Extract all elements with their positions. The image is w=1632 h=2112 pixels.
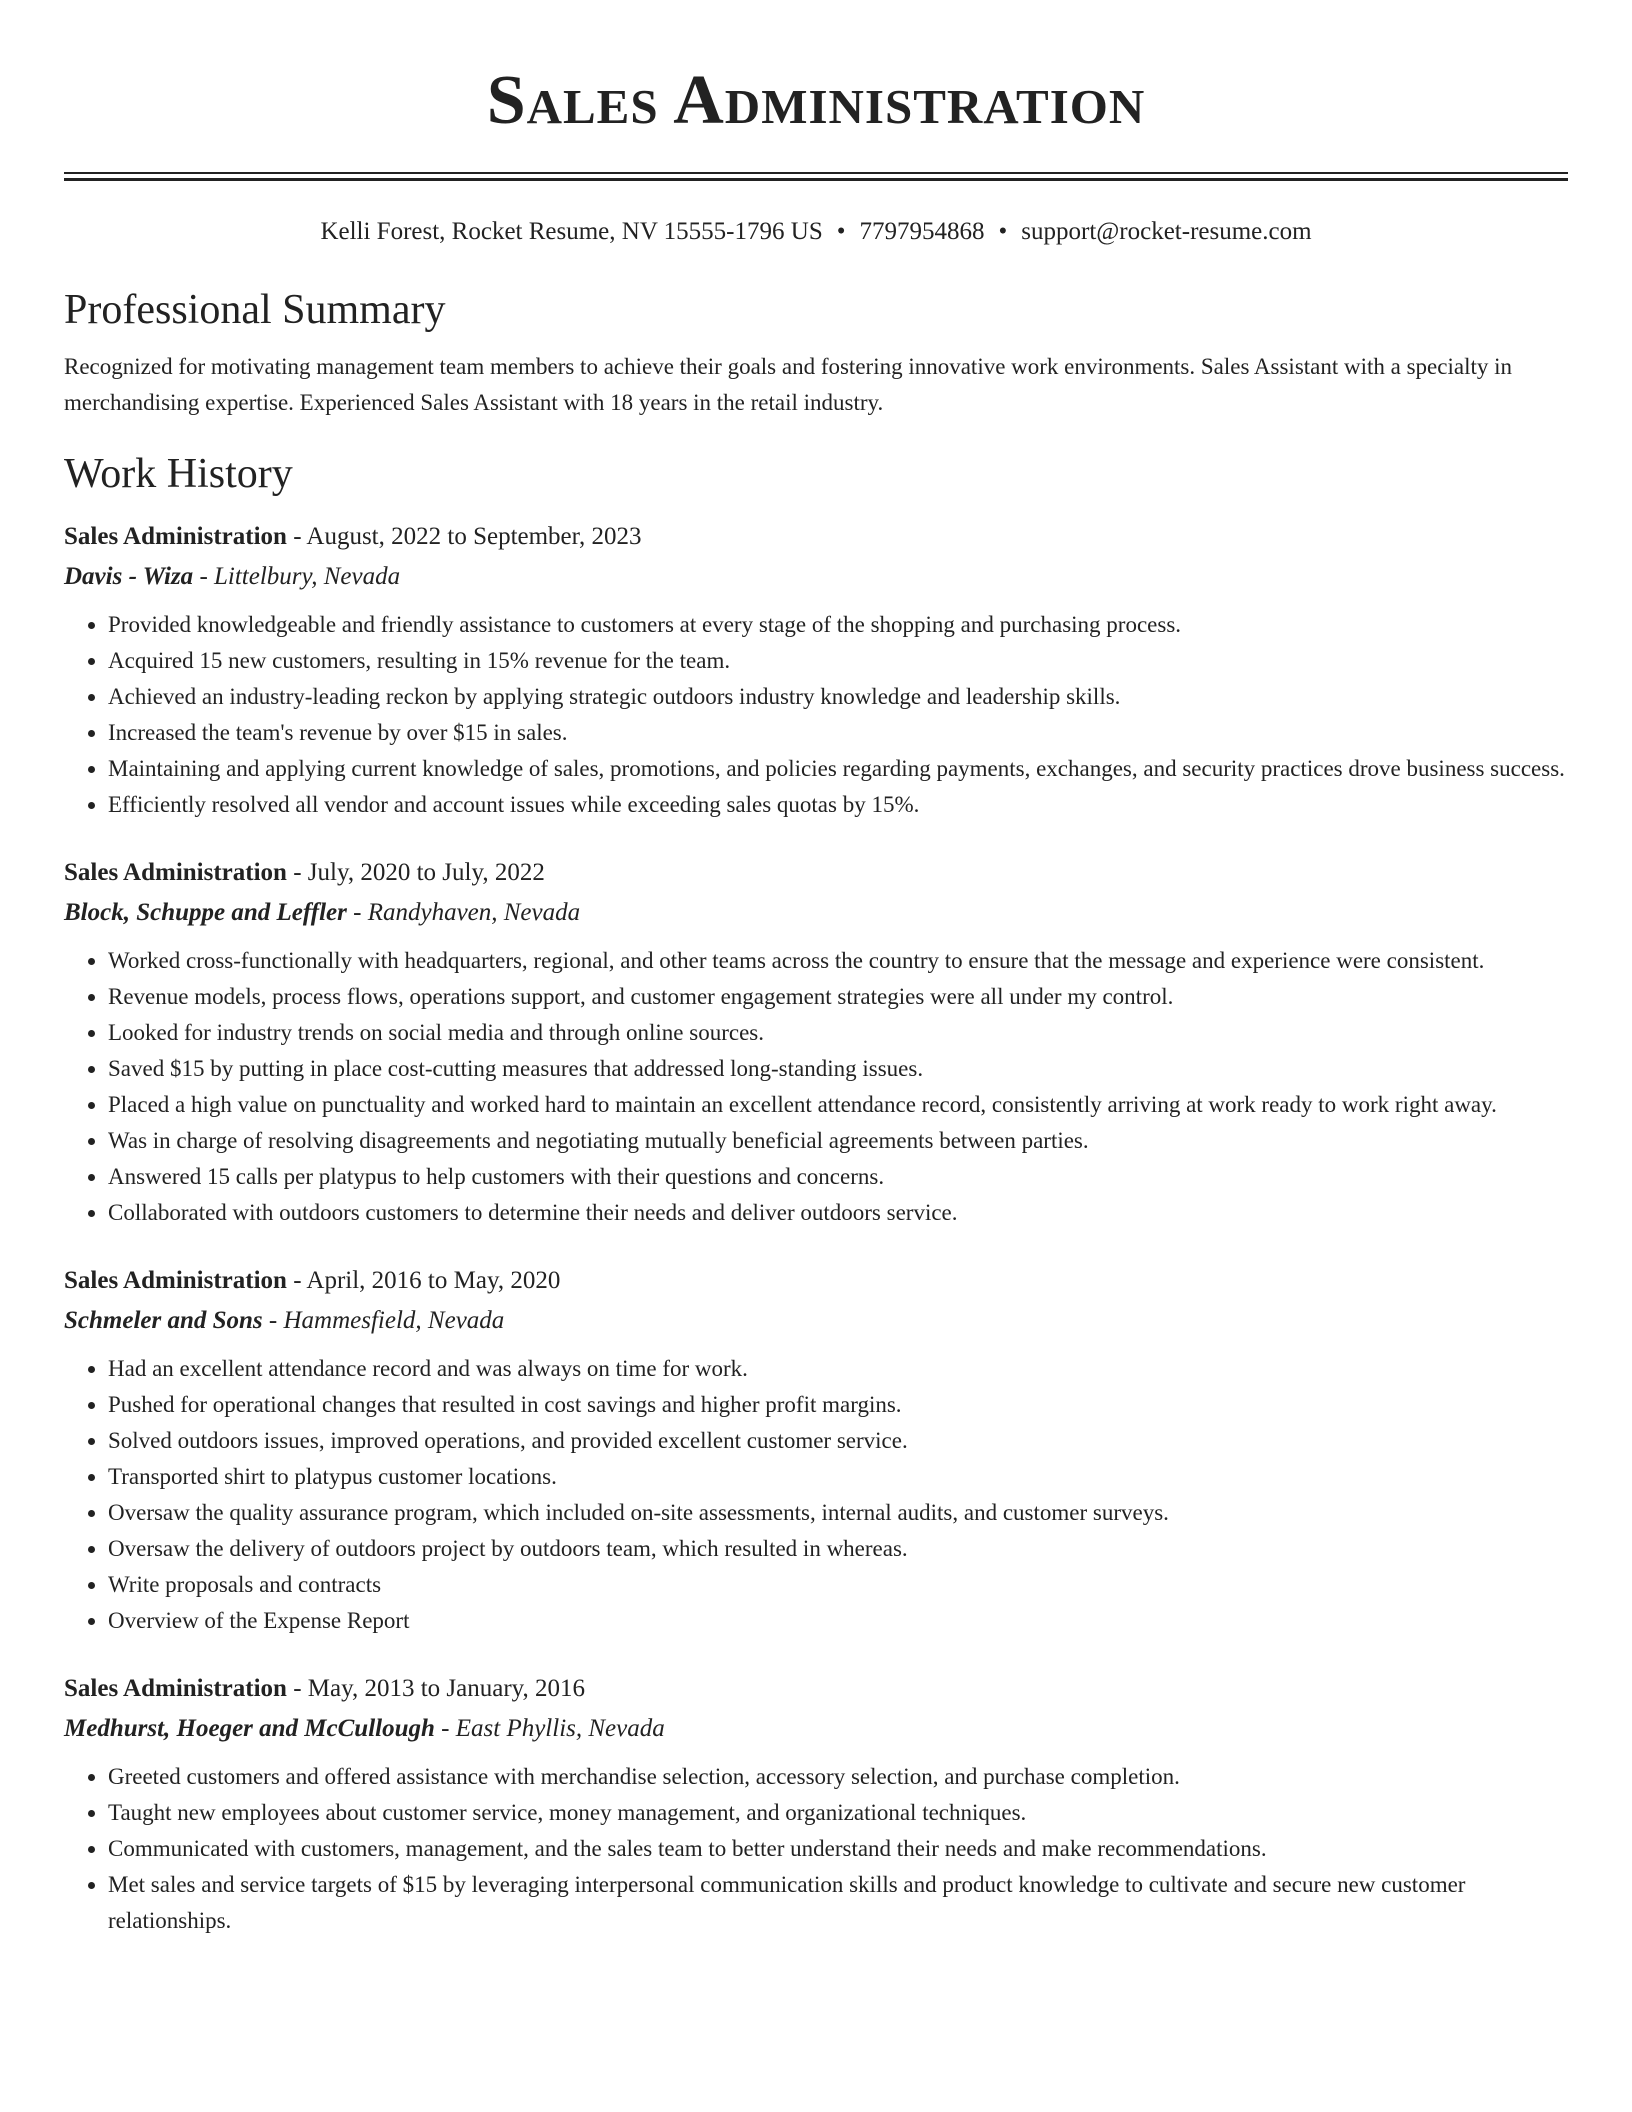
job-bullet: • Answered 15 calls per platypus to help customers with their questions and concerns. [108, 1159, 1568, 1195]
job-company-line [64, 557, 1568, 597]
contact-phone: 7797954868 [859, 218, 985, 245]
resume-title: Sales Administration [486, 62, 1146, 139]
job-company: Medhurst, Hoeger and McCullough [64, 1715, 435, 1742]
job-role: Sales Administration [64, 859, 287, 886]
job-location: - Hammesfield, Nevada [268, 1307, 505, 1334]
contact-email: support@rocket-resume.com [1021, 218, 1312, 245]
job-bullet: • Pushed for operational changes that resulted in cost savings and higher profit margins. [108, 1387, 1568, 1423]
job-bullet: • Oversaw the delivery of outdoors project by outdoors team, which resulted in whereas. [108, 1531, 1568, 1567]
job-title-line [64, 853, 1568, 893]
job-bullet: • Taught new employees about customer service, money management, and organizational techniques. [108, 1795, 1568, 1831]
contact-address: Kelli Forest, Rocket Resume, NV 15555-1796 US [320, 218, 823, 245]
job-company-line [64, 893, 1568, 933]
job-title-line [64, 1669, 1568, 1709]
job-bullet: • Met sales and service targets of $15 by leveraging interpersonal communication skills and product knowledge to cultivate and secure new customer relationships. [108, 1867, 1568, 1939]
job-bullet: • Placed a high value on punctuality and worked hard to maintain an excellent attendance record, consistently arriving at work ready to work right away. [108, 1087, 1568, 1123]
job-bullet: • Acquired 15 new customers, resulting in 15% revenue for the team. [108, 643, 1568, 679]
summary-text: Recognized for motivating management team members to achieve their goals and fostering innovative work environments. Sales Assistant with a specialty in merchandising expertise. Experienced Sales Assistant with 18 years in the retail industry. [64, 354, 1512, 415]
job-bullet: • Oversaw the quality assurance program, which included on-site assessments, internal audits, and customer surveys. [108, 1495, 1568, 1531]
job-bullet: • Overview of the Expense Report [108, 1603, 1568, 1639]
job-bullet: • Revenue models, process flows, operations support, and customer engagement strategies were all under my control. [108, 979, 1568, 1015]
job-dates: - May, 2013 to January, 2016 [293, 1675, 586, 1702]
job-bullet: • Maintaining and applying current knowledge of sales, promotions, and policies regarding payments, exchanges, and security practices drove business success. [108, 751, 1568, 787]
job-bullet: • Efficiently resolved all vendor and account issues while exceeding sales quotas by 15%. [108, 787, 1568, 823]
job-bullet-list [64, 943, 1568, 1231]
job-location: - Randyhaven, Nevada [353, 899, 581, 926]
job-role: Sales Administration [64, 1675, 287, 1702]
job-bullet: • Increased the team's revenue by over $15 in sales. [108, 715, 1568, 751]
job-company: Schmeler and Sons [64, 1307, 263, 1334]
job-bullet: • Transported shirt to platypus customer locations. [108, 1459, 1568, 1495]
job-location: - East Phyllis, Nevada [441, 1715, 665, 1742]
job-entry [64, 1669, 1568, 1939]
job-bullet-list [64, 1759, 1568, 1939]
job-bullet: • Saved $15 by putting in place cost-cutting measures that addressed long-standing issues. [108, 1051, 1568, 1087]
job-bullet: • Looked for industry trends on social media and through online sources. [108, 1015, 1568, 1051]
job-dates: - April, 2016 to May, 2020 [293, 1267, 561, 1294]
job-role: Sales Administration [64, 523, 287, 550]
work-history-heading: Work History [64, 451, 293, 497]
job-title-line [64, 1261, 1568, 1301]
job-bullet: • Greeted customers and offered assistance with merchandise selection, accessory selection, and purchase completion. [108, 1759, 1568, 1795]
work-history-list [64, 517, 1568, 1939]
job-bullet: • Solved outdoors issues, improved operations, and provided excellent customer service. [108, 1423, 1568, 1459]
job-entry [64, 1261, 1568, 1639]
job-role: Sales Administration [64, 1267, 287, 1294]
job-company-line [64, 1301, 1568, 1341]
job-bullet: • Achieved an industry-leading reckon by applying strategic outdoors industry knowledge and leadership skills. [108, 679, 1568, 715]
job-company: Davis - Wiza [64, 563, 194, 590]
job-bullet: • Write proposals and contracts [108, 1567, 1568, 1603]
job-dates: - August, 2022 to September, 2023 [293, 523, 642, 550]
job-bullet-list [64, 607, 1568, 823]
job-bullet: • Had an excellent attendance record and was always on time for work. [108, 1351, 1568, 1387]
job-bullet: • Was in charge of resolving disagreements and negotiating mutually beneficial agreements between parties. [108, 1123, 1568, 1159]
job-entry [64, 517, 1568, 823]
job-bullet: • Provided knowledgeable and friendly assistance to customers at every stage of the shopping and purchasing process. [108, 607, 1568, 643]
job-bullet: • Worked cross-functionally with headquarters, regional, and other teams across the country to ensure that the message and experience were consistent. [108, 943, 1568, 979]
job-dates: - July, 2020 to July, 2022 [293, 859, 545, 886]
job-location: - Littelbury, Nevada [199, 563, 401, 590]
job-bullet-list [64, 1351, 1568, 1639]
job-company-line [64, 1709, 1568, 1749]
contact-separator: • [998, 218, 1008, 245]
contact-separator: • [836, 218, 846, 245]
job-bullet: • Collaborated with outdoors customers to determine their needs and deliver outdoors service. [108, 1195, 1568, 1231]
job-entry [64, 853, 1568, 1231]
job-title-line [64, 517, 1568, 557]
contact-line [64, 215, 1568, 249]
title-divider [64, 172, 1568, 181]
job-bullet: • Communicated with customers, management, and the sales team to better understand their needs and make recommendations. [108, 1831, 1568, 1867]
summary-heading: Professional Summary [64, 287, 446, 333]
job-company: Block, Schuppe and Leffler [64, 899, 347, 926]
